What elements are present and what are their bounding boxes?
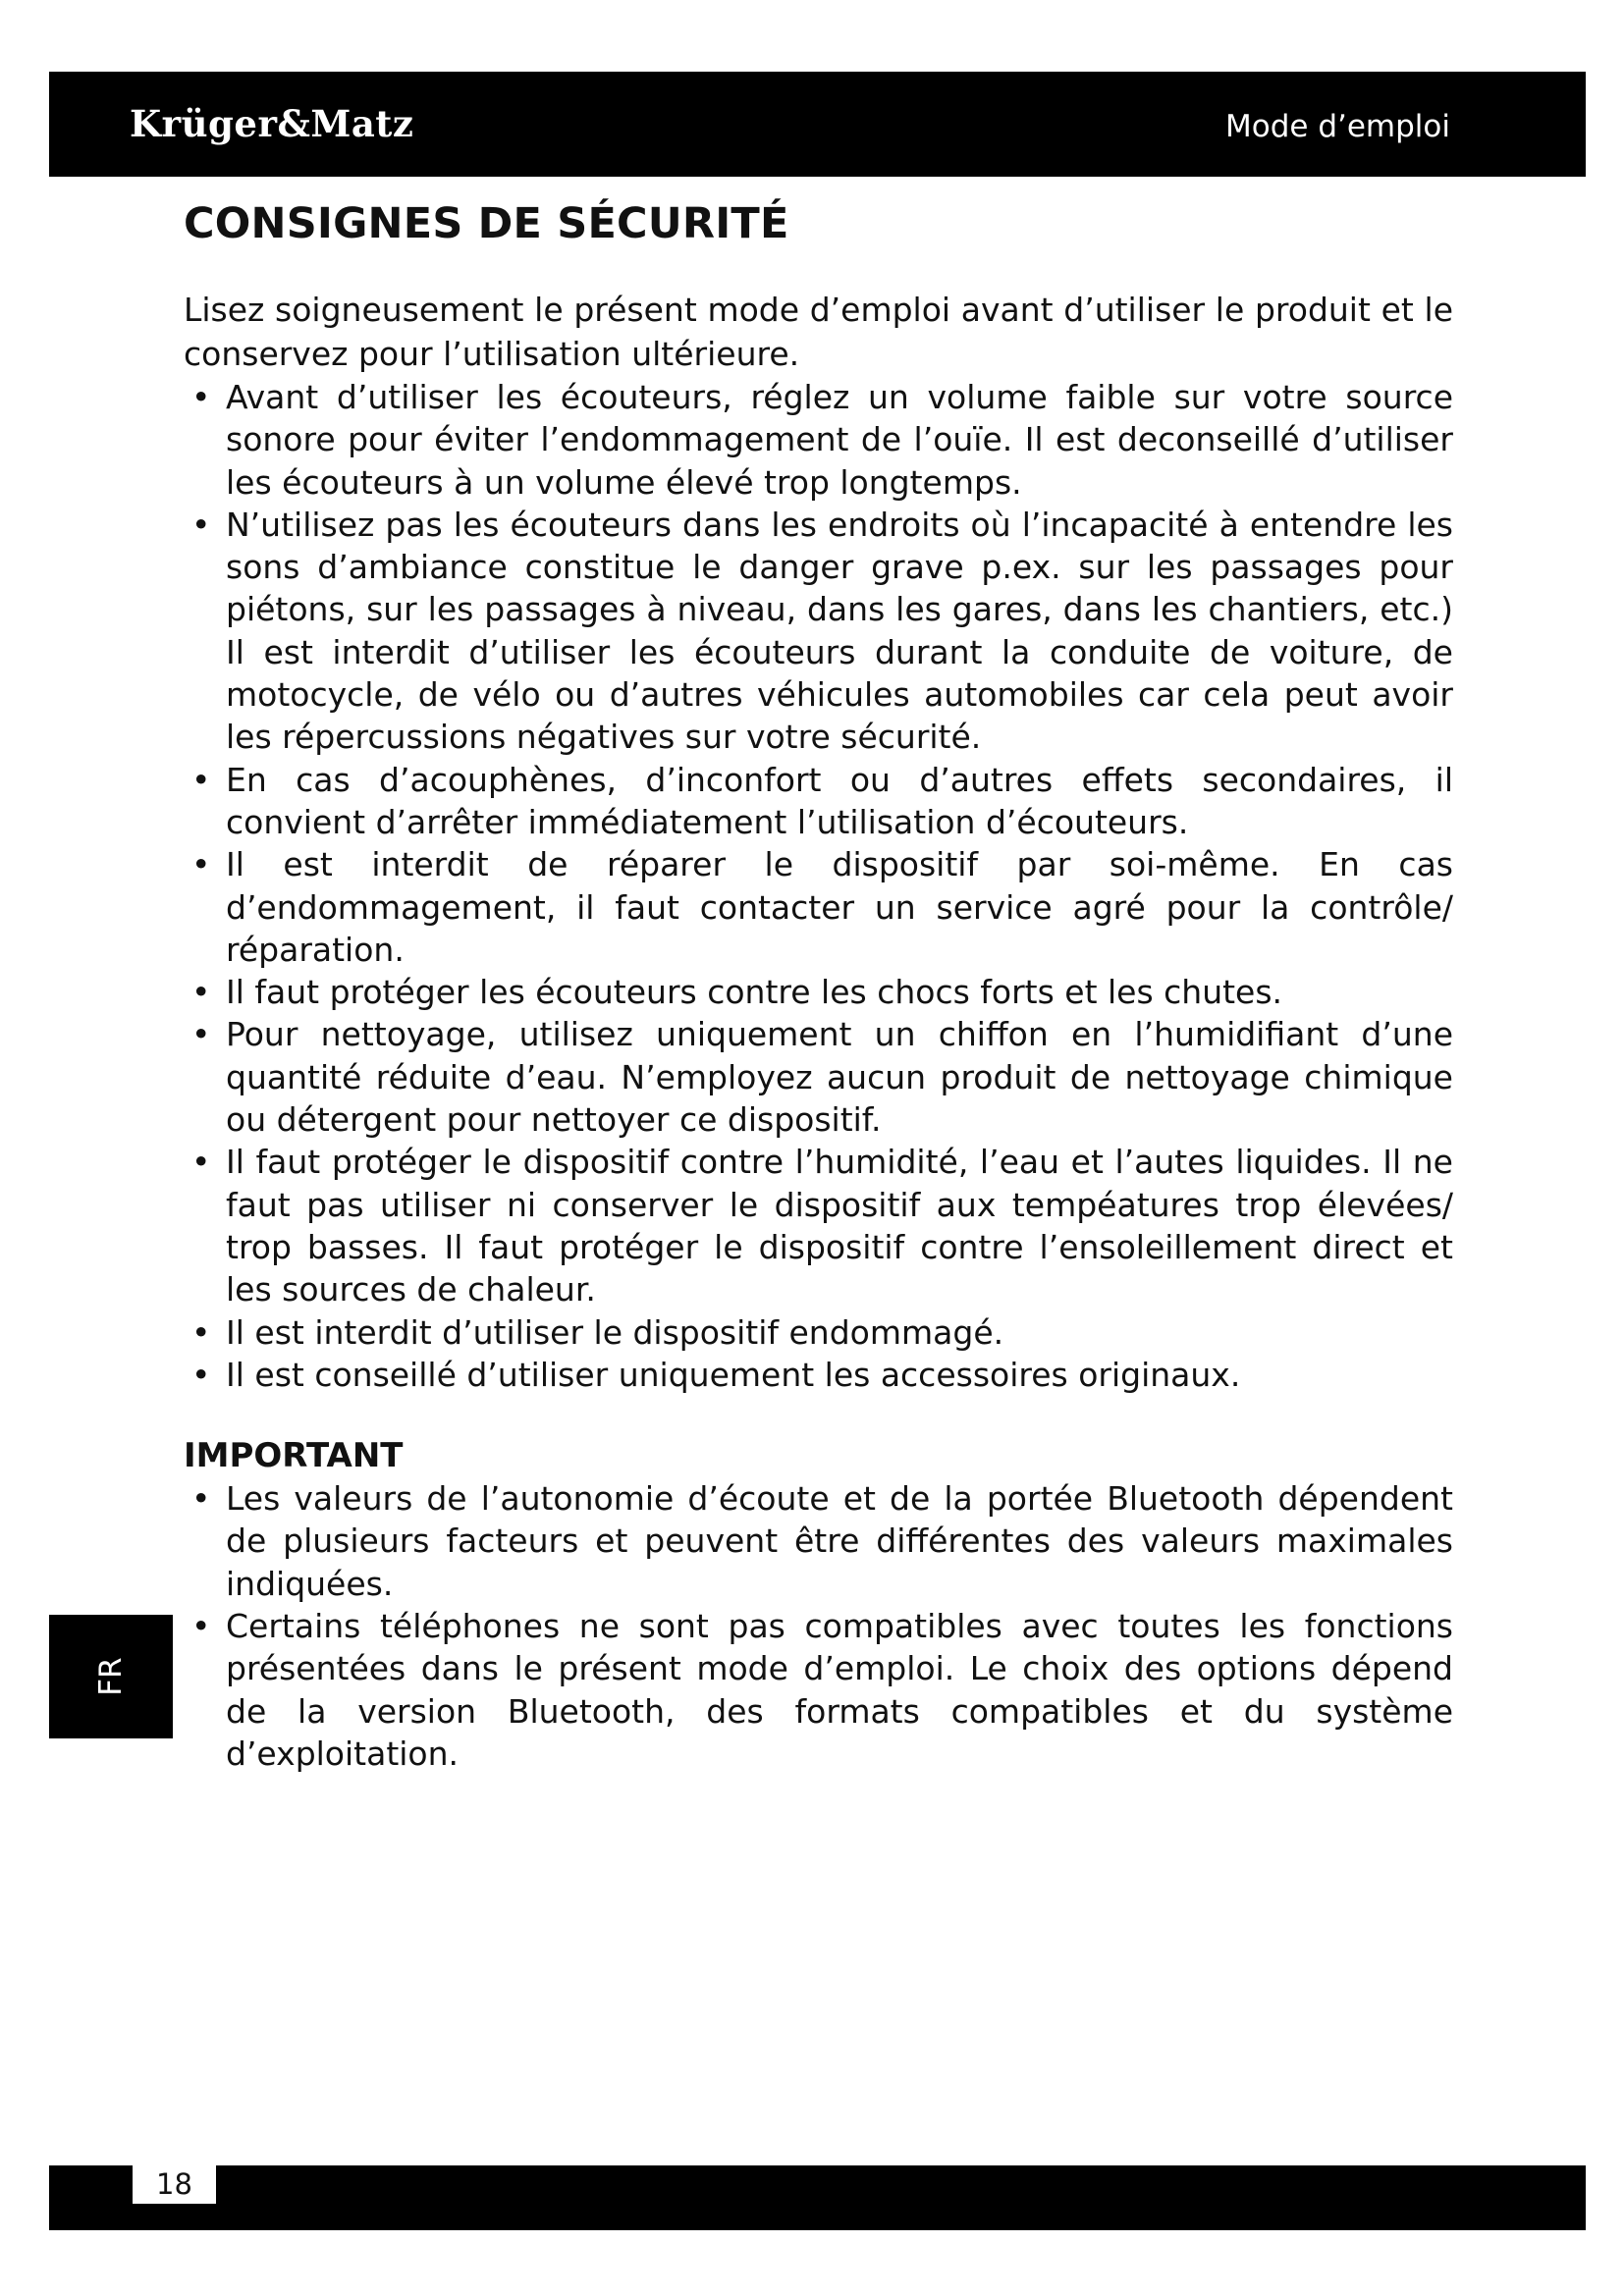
list-item-text: Pour nettoyage, utilisez uniquement un chiffon en l’humidifiant d’une quantité réduite d’eau. N’employez aucun produit de nettoyage chimique ou détergent pour nettoyer ce dispositif. (226, 1015, 1453, 1140)
list-item (184, 759, 1453, 844)
page-number: 18 (133, 2165, 216, 2204)
section-title: CONSIGNES DE SÉCURITÉ (184, 199, 789, 248)
bullet-icon: • (191, 760, 211, 799)
list-item-text: Il est interdit d’utiliser le dispositif endommagé. (226, 1312, 1004, 1352)
bullet-icon: • (191, 845, 211, 884)
important-list (184, 1477, 1453, 1775)
list-item-text: Avant d’utiliser les écouteurs, réglez un volume faible sur votre source sonore pour éviter l’endommagement de l’ouïe. Il est deconseillé d’utiliser les écouteurs à un volume élevé trop longtemps. (226, 378, 1453, 502)
bullet-icon: • (191, 378, 211, 416)
important-heading: IMPORTANT (184, 1436, 404, 1476)
bullet-icon: • (191, 1355, 211, 1394)
list-item (184, 1605, 1453, 1775)
bullet-icon: • (191, 1479, 211, 1519)
document-type: Mode d’emploi (1225, 109, 1450, 144)
brand-logo: Krüger&Matz (130, 102, 414, 145)
bullet-icon: • (191, 1015, 211, 1054)
list-item-text: En cas d’acouphènes, d’inconfort ou d’autres effets secondaires, il convient d’arrêter immédiatement l’utilisation d’écouteurs. (226, 760, 1453, 841)
list-item-text: Il est conseillé d’utiliser uniquement les accessoires originaux. (226, 1355, 1241, 1394)
list-item-text: N’utilisez pas les écouteurs dans les endroits où l’incapacité à entendre les sons d’ambiance constitue le danger grave p.ex. sur les passages pour piétons, sur les passages à niveau, dans les gares, dans les chantiers, etc.) Il est interdit d’utiliser les écouteurs durant la conduite de voiture, de motocycle, de vélo ou d’autres véhicules automobiles car cela peut avoir les répercussions négatives sur votre sécurité. (226, 505, 1453, 757)
list-item-text: Les valeurs de l’autonomie d’écoute et de la portée Bluetooth dépendent de plusieurs facteurs et peuvent être différentes des valeurs maximales indiquées. (226, 1479, 1453, 1603)
list-item (184, 1477, 1453, 1605)
list-item (184, 1013, 1453, 1141)
header-bar (49, 72, 1586, 177)
bullet-icon: • (191, 1312, 211, 1352)
bullet-icon: • (191, 1607, 211, 1646)
list-item-text: Il faut protéger les écouteurs contre les chocs forts et les chutes. (226, 973, 1283, 1012)
list-item-text: Certains téléphones ne sont pas compatibles avec toutes les fonctions présentées dans le présent mode d’emploi. Le choix des options dépend de la version Bluetooth, des formats compatibles et du système d’exploitation. (226, 1607, 1453, 1773)
list-item (184, 843, 1453, 971)
list-item (184, 971, 1453, 1013)
list-item (184, 504, 1453, 759)
list-item (184, 1311, 1453, 1354)
bullet-icon: • (191, 505, 211, 544)
intro-paragraph: Lisez soigneusement le présent mode d’emploi avant d’utiliser le produit et le conservez pour l’utilisation ultérieure. (184, 291, 1453, 373)
footer-bar (49, 2165, 1586, 2230)
bullet-icon: • (191, 1143, 211, 1182)
list-item (184, 1141, 1453, 1310)
main-content (184, 196, 1453, 1775)
list-item (184, 1354, 1453, 1396)
safety-list (184, 376, 1453, 1396)
list-item (184, 376, 1453, 504)
language-tab (49, 1615, 173, 1738)
list-item-text: Il faut protéger le dispositif contre l’humidité, l’eau et l’autes liquides. Il ne faut pas utiliser ni conserver le dispositif aux tempéatures trop élevées/ trop basses. Il faut protéger le dispositif contre l’ensoleillement direct et les sources de chaleur. (226, 1143, 1453, 1309)
list-item-text: Il est interdit de réparer le dispositif par soi-même. En cas d’endommagement, il faut contacter un service agré pour la contrôle/ réparation. (226, 845, 1453, 969)
bullet-icon: • (191, 973, 211, 1012)
language-tab-label: FR (93, 1657, 129, 1696)
